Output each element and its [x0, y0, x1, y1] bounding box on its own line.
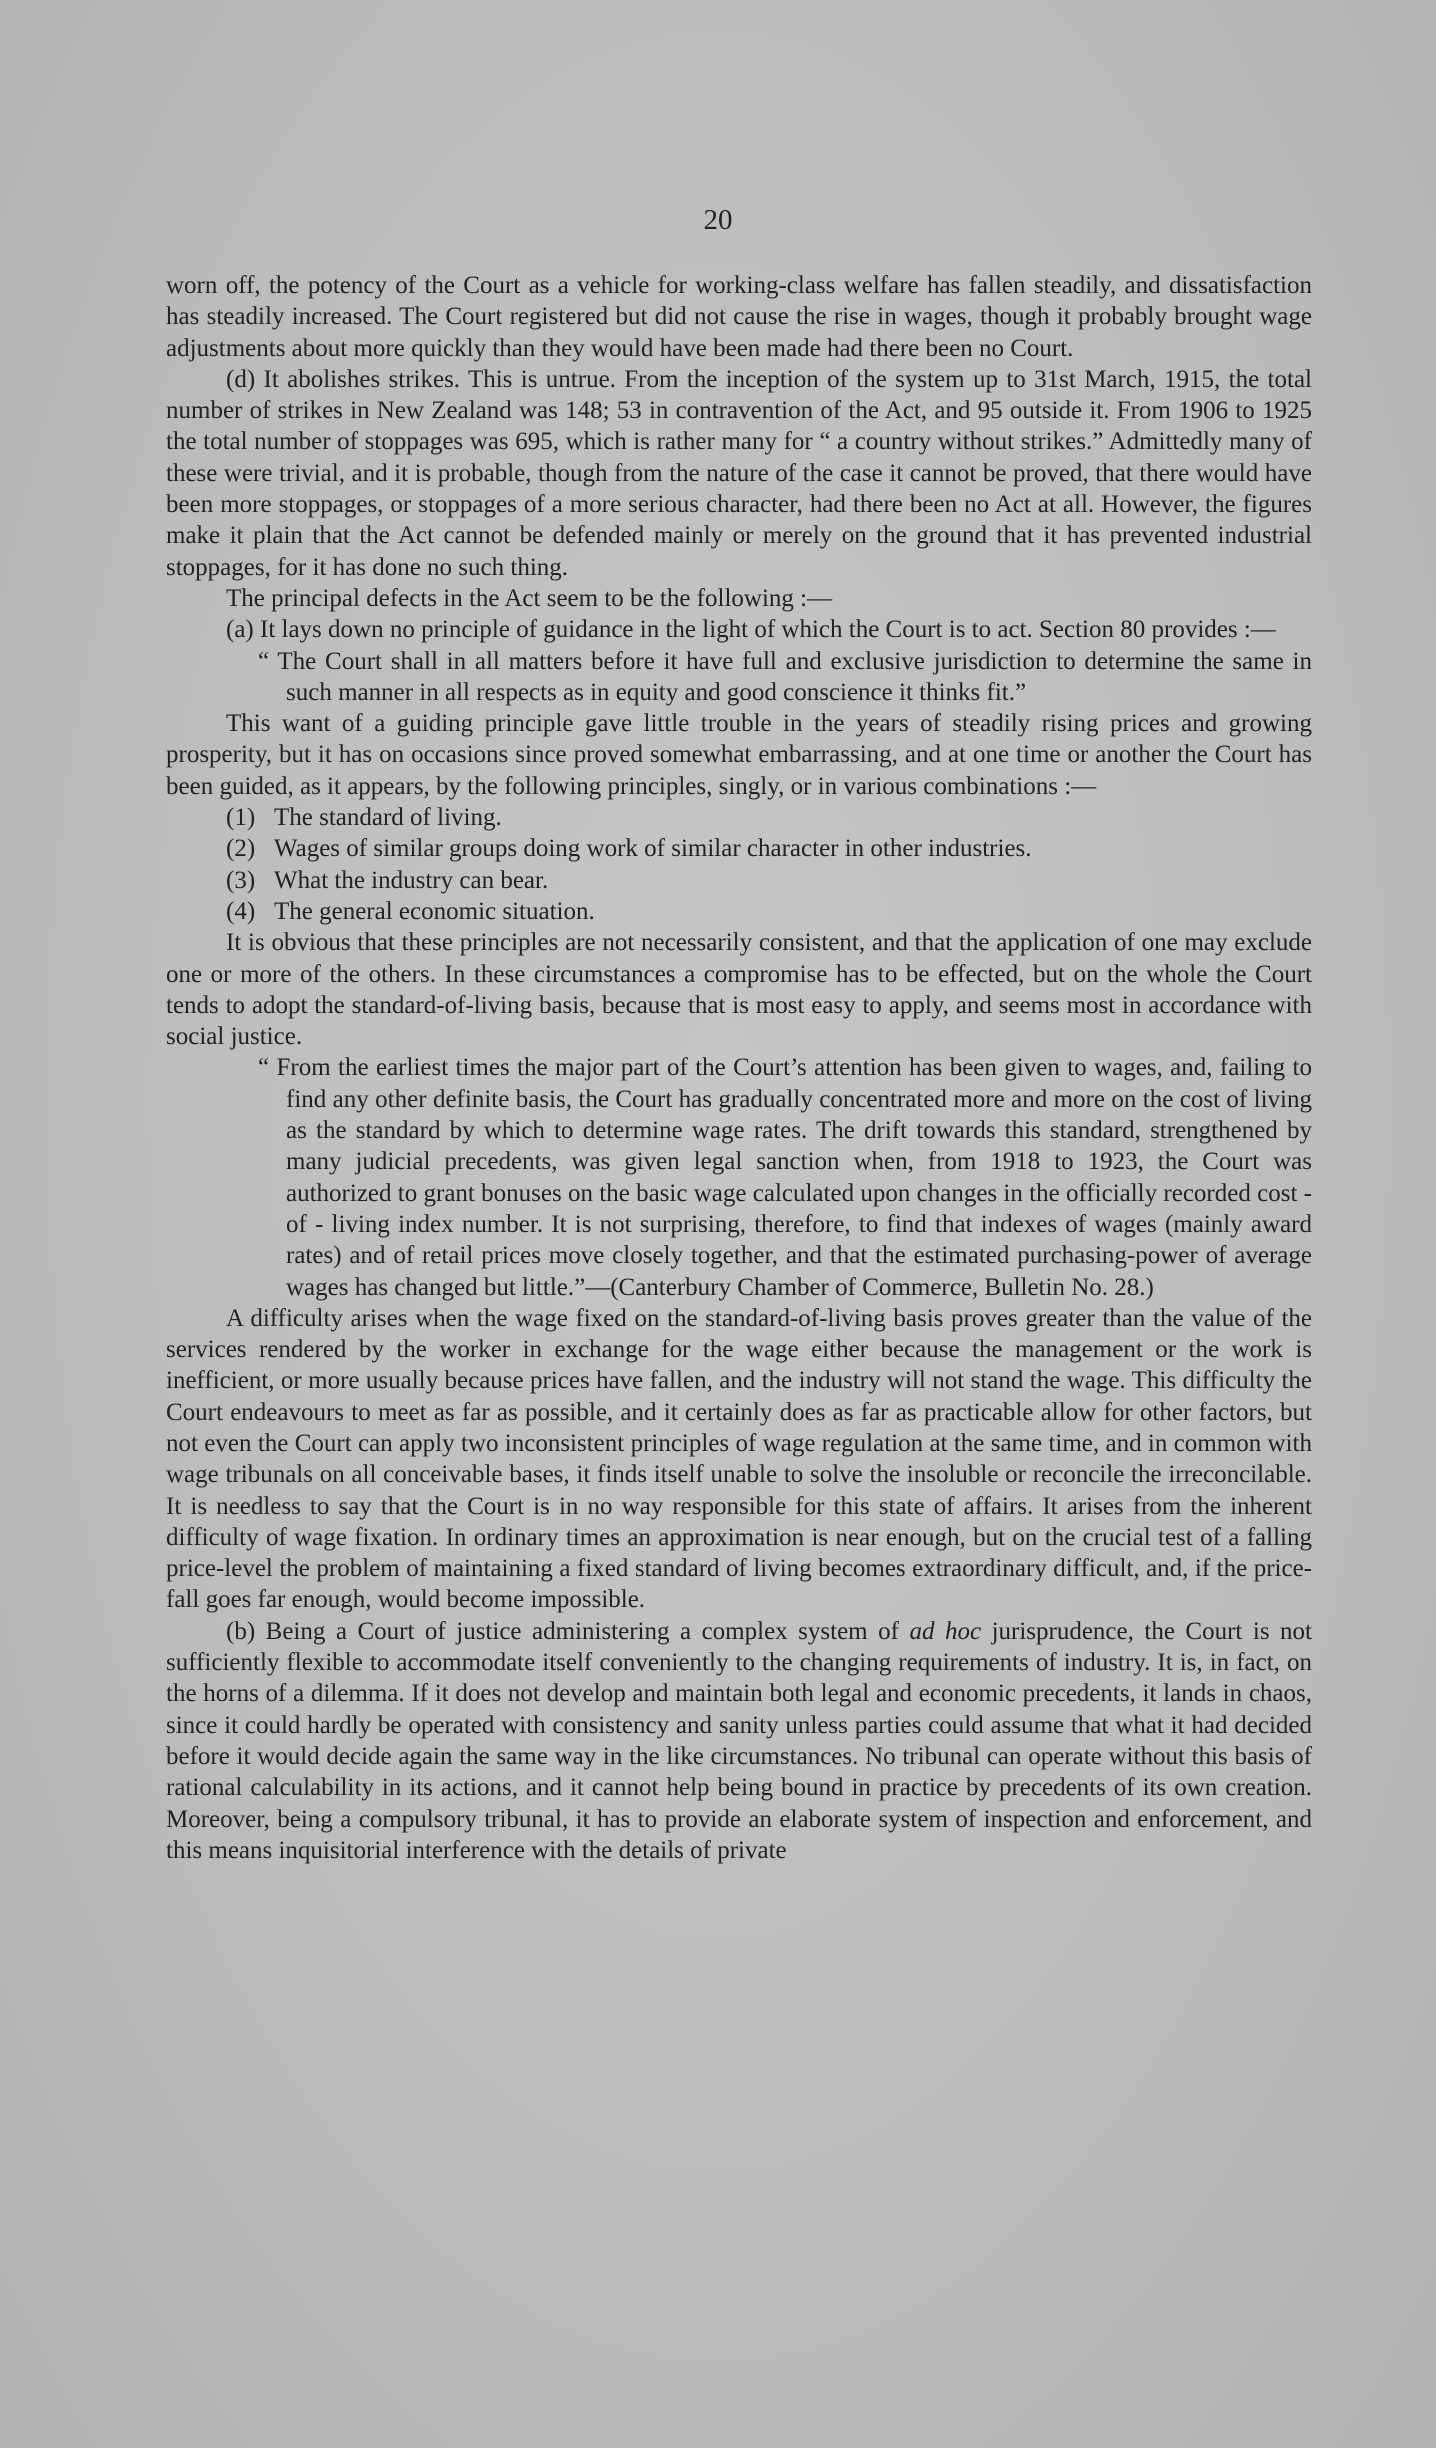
paragraph-flexibility-end: jurisprudence, the Court is not sufficiently flexible to accommodate itself conveniently to the changing requirements of industry. It is, in fact, on the horns of a dilemma. If it does not develop and maintain both legal and economic precedents, it lands in chaos, since it could hardly be operated with consistency and sanity unless parties could assume that what it had decided before it would decide again the same way in the like circumstances. No tribunal can operate without this basis of rational calculability in its actions, and it cannot help being bound in practice by precedents of its own creation. Moreover, being a compulsory tribunal, it has to provide an elaborate system of inspection and enforcement, and this means inquisitorial interference with the details of private [166, 1617, 1312, 1864]
list-item-text: Wages of similar groups doing work of similar character in other industries. [274, 835, 1032, 863]
paragraph-consistency: It is obvious that these principles are not necessarily consistent, and that the application of one may exclude one or more of the others. In these circumstances a compromise has to be effected, but on the whole the Court tends to adopt the standard-of-living basis, because that is most easy to apply, and seems most in accordance with social justice. [166, 929, 1312, 1051]
body-text [166, 270, 1312, 1866]
list-item [166, 833, 1312, 864]
list-item-number: (1) [226, 804, 256, 832]
paragraph-continuation: worn off, the potency of the Court as a vehicle for working-class welfare has fallen steadily, and dissatisfaction has steadily increased. The Court registered but did not cause the rise in wages, though it probably brought wage adjustments about more quickly than they would have been made had there been no Court. [166, 272, 1312, 362]
italic-ad-hoc: ad hoc [909, 1617, 982, 1645]
paragraph-guiding-principle: This want of a guiding principle gave little trouble in the years of steadily rising prices and growing prosperity, but it has on occasions since proved somewhat embarrassing, and at one time or another the Court has been guided, as it appears, by the following principles, singly, or in various combinations :— [166, 710, 1312, 800]
list-item [166, 802, 1312, 833]
list-item-text: What the industry can bear. [274, 866, 549, 894]
paragraph-defects-intro: The principal defects in the Act seem to be the following :— [226, 584, 833, 612]
quote-section-80: “ The Court shall in all matters before it have full and exclusive jurisdiction to determine the same in such manner in all respects as in equity and good conscience it thinks fit.” [258, 647, 1312, 706]
paragraph-strikes: (d) It abolishes strikes. This is untrue. From the inception of the system up to 31st March, 1915, the total number of strikes in New Zealand was 148; 53 in contravention of the Act, and 95 outside it. From 1906 to 1925 the total number of stoppages was 695, which is rather many for “ a country without strikes.” Admittedly many of these were trivial, and it is probable, though from the nature of the case it cannot be proved, that there would have been more stoppages, or stoppages of a more serious character, had there been no Act at all. However, the figures make it plain that the Act cannot be defended mainly or merely on the ground that it has prevented industrial stoppages, for it has done no such thing. [166, 365, 1312, 581]
list-item-number: (2) [226, 835, 256, 863]
list-item [166, 896, 1312, 927]
list-item [166, 865, 1312, 896]
list-item-text: The general economic situation. [274, 897, 595, 925]
list-item-text: The standard of living. [274, 804, 502, 832]
page-number: 20 [703, 204, 733, 236]
list-item-number: (3) [226, 866, 256, 894]
paragraph-section-80: (a) It lays down no principle of guidance in the light of which the Court is to act. Section 80 provides :— [226, 616, 1276, 644]
list-item-number: (4) [226, 897, 256, 925]
principles-list [166, 802, 1312, 927]
paragraph-difficulty: A difficulty arises when the wage fixed on the standard-of-living basis proves greater than the value of the services rendered by the worker in exchange for the wage either because the management or the work is inefficient, or more usually because prices have fallen, and the industry will not stand the wage. This difficulty the Court endeavours to meet as far as possible, and it certainly does as far as practicable allow for other factors, but not even the Court can apply two inconsistent principles of wage regulation at the same time, and in common with wage tribunals on all conceivable bases, it finds itself unable to solve the insoluble or reconcile the irreconcilable. It is needless to say that the Court is in no way responsible for this state of affairs. It arises from the inherent difficulty of wage fixation. In ordinary times an approximation is near enough, but on the crucial test of a falling price-level the problem of maintaining a fixed standard of living becomes extraordinary difficult, and, if the price-fall goes far enough, would become impossible. [166, 1304, 1312, 1614]
quote-canterbury: “ From the earliest times the major part of the Court’s attention has been given to wages, and, failing to find any other definite basis, the Court has gradually concentrated more and more on the cost of living as the standard by which to determine wage rates. The drift towards this standard, strengthened by many judicial precedents, was given legal sanction when, from 1918 to 1923, the Court was authorized to grant bonuses on the basic wage calculated upon changes in the officially recorded cost - of - living index number. It is not surprising, therefore, to find that indexes of wages (mainly award rates) and of retail prices move closely together, and that the estimated purchasing-power of average wages has changed but little.”—(Canterbury Chamber of Commerce, Bulletin No. 28.) [258, 1054, 1312, 1301]
paragraph-flexibility-start: (b) Being a Court of justice administering a complex system of [226, 1617, 910, 1645]
paragraph-flexibility [166, 1616, 1312, 1866]
